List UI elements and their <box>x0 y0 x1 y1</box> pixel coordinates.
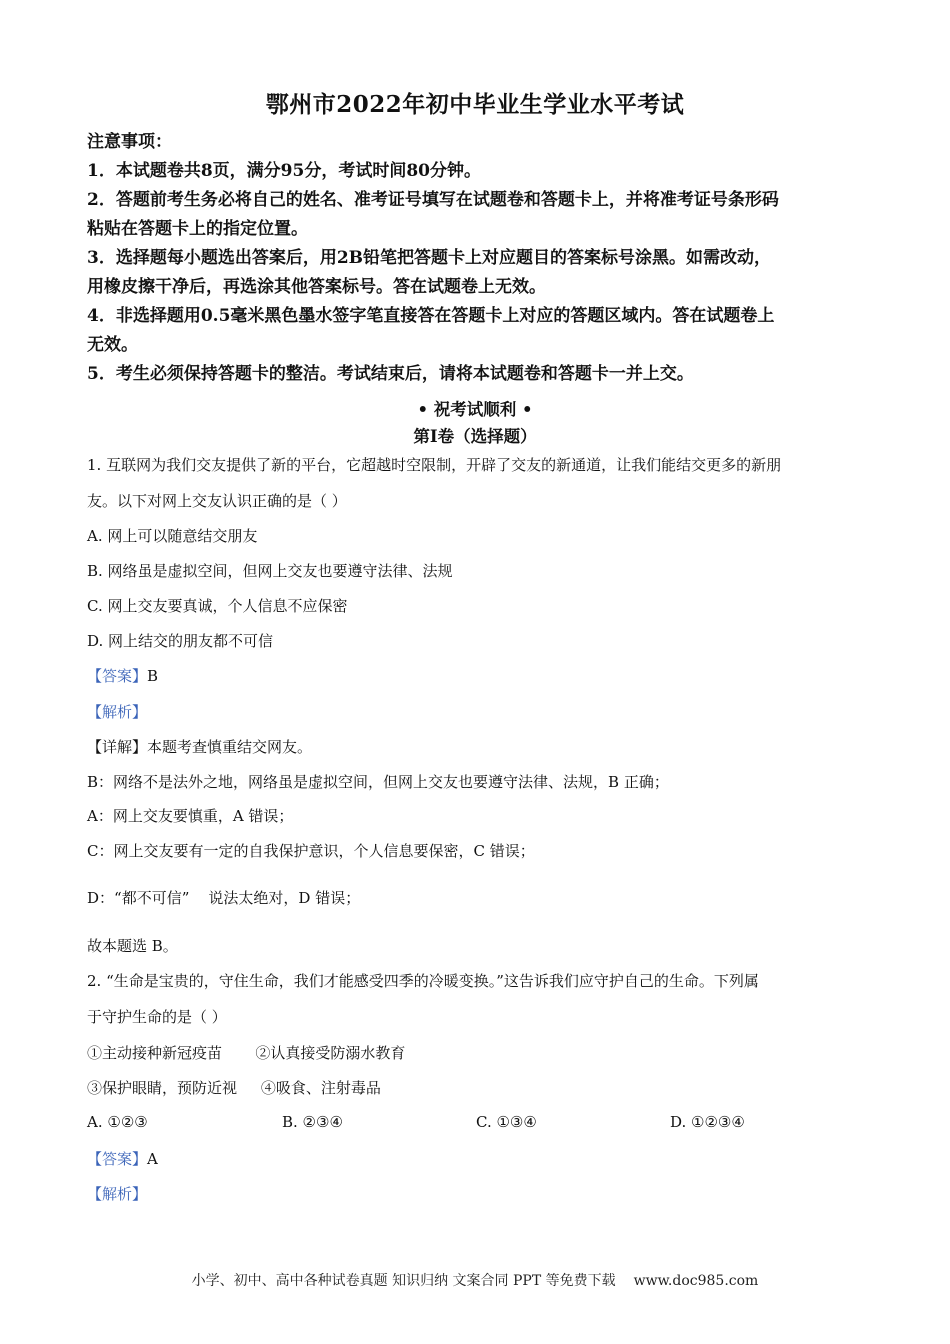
question-1-stem: 1. 互联网为我们交友提供了新的平台，它超越时空限制，开辟了交友的新通道，让我们能结交更多的新朋 <box>87 456 782 474</box>
question-1-explain: C：网上交友要有一定的自我保护意识，个人信息要保密，C 错误； <box>87 842 535 860</box>
question-1-explain: D：“都不可信” 说法太绝对，D 错误； <box>87 889 361 907</box>
question-2-answer <box>87 1149 877 1169</box>
question-2-statements: ①主动接种新冠疫苗 ②认真接受防溺水教育 <box>87 1044 406 1062</box>
question-1-stem-cont: 友。以下对网上交友认识正确的是（ ） <box>87 492 347 510</box>
blessing: • 祝考试顺利 • <box>417 400 533 419</box>
detail-text: 本题考查慎重结交网友。 <box>147 738 313 756</box>
notice-item: 1．本试题卷共8页，满分95分，考试时间80分钟。 <box>87 161 481 181</box>
notice-item: 用橡皮擦干净后，再选涂其他答案标号。答在试题卷上无效。 <box>87 277 546 297</box>
notice-item: 3．选择题每小题选出答案后，用2B铅笔把答题卡上对应题目的答案标号涂黑。如需改动， <box>87 248 772 268</box>
question-2-option-b: B. ②③④ <box>282 1113 343 1131</box>
footer-text: 小学、初中、高中各种试卷真题 知识归纳 文案合同 PPT 等免费下载 <box>191 1273 616 1289</box>
answer-label: 【答案】 <box>87 1150 148 1168</box>
notice-heading: 注意事项： <box>87 132 172 152</box>
notice-item: 2．答题前考生务必将自己的姓名、准考证号填写在试题卷和答题卡上，并将准考证号条形码 <box>87 190 779 210</box>
answer-label: 【答案】 <box>87 667 148 685</box>
question-1-option-b: B. 网络虽是虚拟空间，但网上交友也要遵守法律、法规 <box>87 562 453 580</box>
question-1-analysis-label: 【解析】 <box>87 703 148 721</box>
question-1-option-c: C. 网上交友要真诚，个人信息不应保密 <box>87 597 348 615</box>
question-2-analysis-label: 【解析】 <box>87 1185 148 1203</box>
page-footer <box>0 1270 950 1290</box>
question-1-conclusion: 故本题选 B。 <box>87 937 178 955</box>
notice-item: 4．非选择题用0.5毫米黑色墨水签字笔直接答在答题卡上对应的答题区域内。答在试题卷上 <box>87 306 775 326</box>
detail-label: 【详解】 <box>87 738 148 756</box>
question-2-statements: ③保护眼睛，预防近视 ④吸食、注射毒品 <box>87 1079 381 1097</box>
notice-item: 粘贴在答题卡上的指定位置。 <box>87 219 308 239</box>
question-1-option-a: A. 网上可以随意结交朋友 <box>87 527 258 545</box>
section-title: 第Ⅰ卷（选择题） <box>413 427 537 446</box>
footer-url[interactable]: www.doc985.com <box>633 1273 759 1289</box>
question-2-option-a: A. ①②③ <box>87 1113 148 1131</box>
question-2-stem-cont: 于守护生命的是（ ） <box>87 1008 227 1026</box>
question-1-detail <box>87 737 877 757</box>
answer-value: B <box>147 667 159 685</box>
answer-value: A <box>147 1150 158 1168</box>
question-2-option-d: D. ①②③④ <box>670 1113 745 1131</box>
question-1-explain: A：网上交友要慎重，A 错误； <box>87 807 294 825</box>
question-1-answer <box>87 666 877 686</box>
question-2-stem: 2. “生命是宝贵的，守住生命，我们才能感受四季的冷暖变换。”这告诉我们应守护自己的生命。下列属 <box>87 972 759 990</box>
exam-title: 鄂州市2022年初中毕业生学业水平考试 <box>265 91 685 118</box>
question-1-explain: B：网络不是法外之地，网络虽是虚拟空间，但网上交友也要遵守法律、法规，B 正确； <box>87 773 669 791</box>
notice-item: 5．考生必须保持答题卡的整洁。考试结束后，请将本试题卷和答题卡一并上交。 <box>87 364 694 384</box>
notice-item: 无效。 <box>87 335 138 355</box>
question-2-option-c: C. ①③④ <box>476 1113 537 1131</box>
question-1-option-d: D. 网上结交的朋友都不可信 <box>87 632 274 650</box>
